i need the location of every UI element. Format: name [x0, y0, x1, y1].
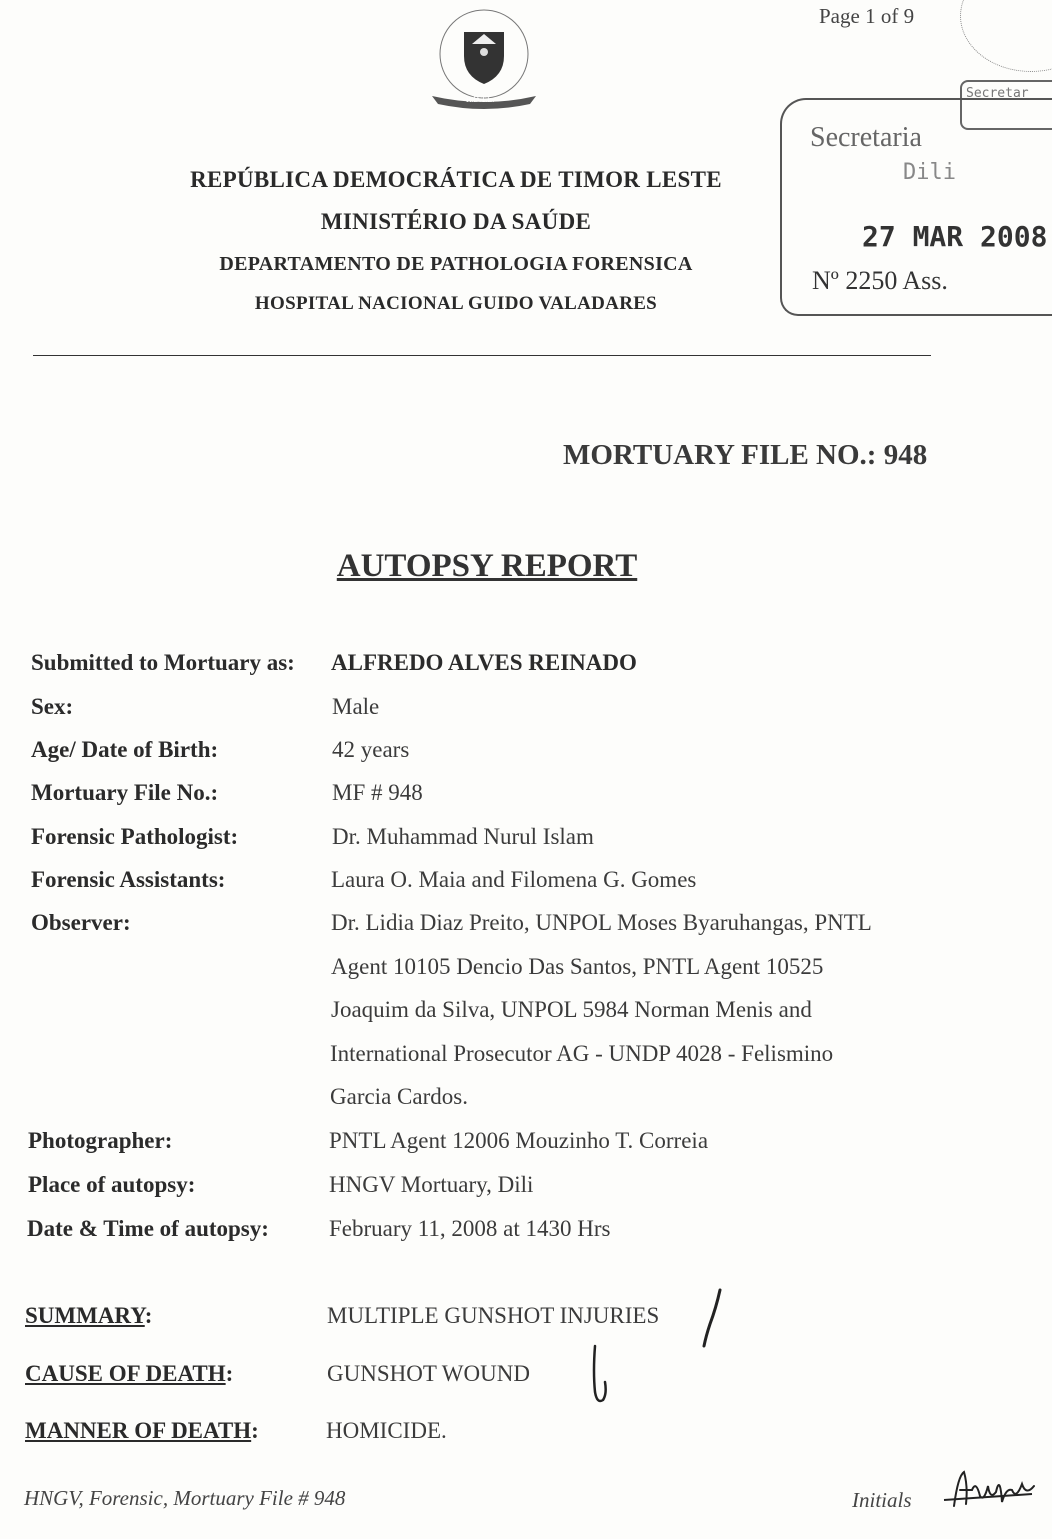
header-department: DEPARTAMENTO DE PATHOLOGIA FORENSICA — [219, 253, 693, 275]
stamp-date: 27 MAR 2008 — [862, 220, 1048, 253]
field-label-submitted: Submitted to Mortuary as: — [31, 650, 295, 675]
stamp-number: Nº 2250 Ass. — [812, 266, 948, 295]
national-emblem-seal — [426, 4, 542, 116]
svg-text:R.D.T.L.: R.D.T.L. — [466, 95, 495, 104]
report-title-text: AUTOPSY REPORT — [336, 548, 638, 584]
signature-initials — [940, 1466, 1040, 1516]
field-label-observer: Observer: — [31, 910, 131, 935]
handwritten-mark — [587, 1342, 613, 1408]
round-stamp — [960, 0, 1052, 72]
observer-line: Dr. Lidia Diaz Preito, UNPOL Moses Byaruhangas, PNTL — [331, 910, 872, 935]
summary-label-row — [25, 1303, 152, 1329]
report-title — [0, 548, 1052, 585]
manner-label-row — [25, 1418, 259, 1444]
header-divider — [33, 355, 931, 356]
field-value-datetime: February 11, 2008 at 1430 Hrs — [329, 1216, 611, 1241]
observer-line: Agent 10105 Dencio Das Santos, PNTL Agent 10525 — [331, 954, 824, 979]
manner-colon: : — [251, 1418, 259, 1443]
field-label-datetime: Date & Time of autopsy: — [27, 1216, 269, 1241]
observer-line: Garcia Cardos. — [330, 1084, 468, 1109]
field-label-place: Place of autopsy: — [28, 1172, 196, 1197]
summary-label: SUMMARY — [25, 1303, 145, 1328]
field-value-pathologist: Dr. Muhammad Nurul Islam — [332, 824, 594, 849]
field-label-assistants: Forensic Assistants: — [31, 867, 226, 892]
field-label-sex: Sex: — [31, 694, 74, 719]
observer-line: Joaquim da Silva, UNPOL 5984 Norman Menis and — [331, 997, 812, 1022]
cause-label-row — [25, 1361, 233, 1387]
header-hospital: HOSPITAL NACIONAL GUIDO VALADARES — [254, 293, 658, 314]
page-number: Page 1 of 9 — [819, 4, 915, 28]
cause-of-death-value: GUNSHOT WOUND — [327, 1361, 530, 1386]
field-value-mortuary-file: MF # 948 — [332, 780, 423, 805]
cause-of-death-label: CAUSE OF DEATH — [25, 1361, 226, 1386]
handwritten-mark — [698, 1288, 726, 1350]
field-value-sex: Male — [332, 694, 380, 719]
footer-reference: HNGV, Forensic, Mortuary File # 948 — [24, 1486, 346, 1510]
stamp-office: Secretaria — [810, 122, 922, 153]
small-stamp-text: Secretar — [966, 86, 1029, 101]
field-label-mortuary-file: Mortuary File No.: — [31, 780, 219, 805]
manner-of-death-value: HOMICIDE. — [326, 1418, 447, 1443]
field-value-photographer: PNTL Agent 12006 Mouzinho T. Correia — [329, 1128, 709, 1153]
mortuary-file-heading: MORTUARY FILE NO.: 948 — [563, 439, 928, 471]
cause-colon: : — [225, 1361, 234, 1386]
header-ministry: MINISTÉRIO DA SAÚDE — [320, 209, 592, 234]
field-value-assistants: Laura O. Maia and Filomena G. Gomes — [331, 867, 697, 892]
manner-of-death-label: MANNER OF DEATH — [25, 1418, 252, 1443]
summary-value: MULTIPLE GUNSHOT INJURIES — [327, 1303, 660, 1328]
observer-line: International Prosecutor AG - UNDP 4028 - Felismino — [330, 1041, 834, 1066]
field-value-place: HNGV Mortuary, Dili — [329, 1172, 534, 1197]
field-value-age: 42 years — [332, 737, 410, 762]
field-label-pathologist: Forensic Pathologist: — [31, 824, 239, 849]
field-label-age: Age/ Date of Birth: — [31, 737, 219, 762]
initials-label: Initials — [852, 1488, 912, 1512]
header-republic: REPÚBLICA DEMOCRÁTICA DE TIMOR LESTE — [190, 167, 722, 192]
field-label-photographer: Photographer: — [28, 1128, 173, 1153]
stamp-office-sub: Dili — [903, 160, 956, 185]
summary-colon: : — [144, 1303, 153, 1328]
field-value-submitted: ALFREDO ALVES REINADO — [331, 650, 637, 675]
